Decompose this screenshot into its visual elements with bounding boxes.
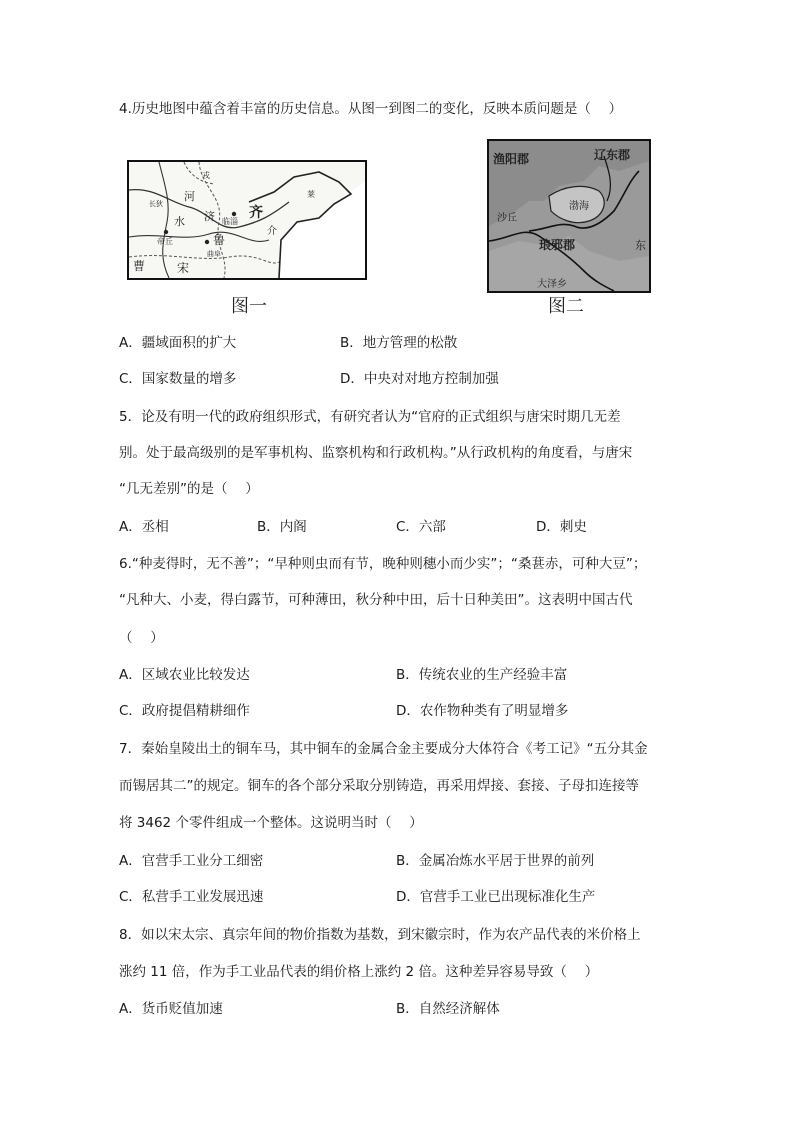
map1-label-changdi: 长狄 bbox=[149, 200, 163, 208]
map1-label-linzi: 临淄 bbox=[222, 217, 238, 226]
q5-option-a[interactable]: A．丞相 bbox=[119, 519, 169, 535]
map-2-graphic bbox=[489, 141, 649, 291]
q6-stem-line-3: （ ） bbox=[119, 630, 164, 646]
q6-option-a[interactable]: A．区域农业比较发达 bbox=[119, 667, 250, 683]
q7-option-a[interactable]: A．官营手工业分工细密 bbox=[119, 853, 264, 869]
map1-label-song: 宋 bbox=[177, 261, 190, 275]
map-figure-1 bbox=[127, 160, 367, 280]
map2-label-yuyangjun: 渔阳郡 bbox=[493, 152, 530, 166]
map2-label-dong: 东 bbox=[635, 239, 646, 252]
q7-option-b[interactable]: B．金属冶炼水平居于世界的前列 bbox=[396, 853, 595, 869]
q6-stem-line-1: 6.“种麦得时，无不善”；“早种则虫而有节，晚种则穗小而少实”；“桑葚赤，可种大豆”； bbox=[119, 556, 647, 572]
q5-option-c[interactable]: C．六部 bbox=[396, 519, 446, 535]
map1-label-lu: 鲁 bbox=[213, 233, 226, 247]
q4-stem: 4.历史地图中蕴含着丰富的历史信息。从图一到图二的变化，反映本质问题是（ ） bbox=[119, 101, 623, 117]
q5-stem-line-2: 别。处于最高级别的是军事机构、监察机构和行政机构。”从行政机构的角度看，与唐宋 bbox=[119, 445, 633, 461]
map1-label-cao: 曹 bbox=[133, 259, 146, 273]
map1-label-qi: 齐 bbox=[249, 205, 263, 221]
map-figure-2 bbox=[487, 139, 651, 293]
q4-option-a[interactable]: A．疆域面积的扩大 bbox=[119, 335, 237, 351]
q6-option-b[interactable]: B．传统农业的生产经验丰富 bbox=[396, 667, 568, 683]
q7-stem-line-2: 而锡居其二”的规定。铜车的各个部分采取分别铸造，再采用焊接、套接、子母扣连接等 bbox=[119, 778, 639, 794]
q4-option-b[interactable]: B．地方管理的松散 bbox=[340, 335, 458, 351]
map2-label-liaodongjun: 辽东郡 bbox=[594, 148, 631, 162]
map1-label-lai: 莱 bbox=[307, 190, 315, 199]
q5-option-b[interactable]: B．内阁 bbox=[257, 519, 307, 535]
map-2-caption: 图二 bbox=[548, 296, 584, 317]
q6-option-d[interactable]: D．农作物种类有了明显增多 bbox=[396, 703, 569, 719]
map2-label-shaqiu: 沙丘 bbox=[497, 213, 517, 224]
map2-label-langyajun: 琅邪郡 bbox=[539, 238, 576, 252]
q8-option-b[interactable]: B．自然经济解体 bbox=[396, 1001, 500, 1017]
q7-option-c[interactable]: C．私营手工业发展迅速 bbox=[119, 889, 264, 905]
q8-stem-line-1: 8．如以宋太宗、真宗年间的物价指数为基数，到宋徽宗时，作为农产品代表的米价格上 bbox=[119, 927, 641, 943]
map1-label-rong: 戎 bbox=[202, 171, 210, 180]
q4-option-c[interactable]: C．国家数量的增多 bbox=[119, 371, 237, 387]
q6-option-c[interactable]: C．政府提倡精耕细作 bbox=[119, 703, 250, 719]
q4-option-d[interactable]: D．中央对对地方控制加强 bbox=[340, 371, 499, 387]
map1-label-he: 河 bbox=[184, 190, 195, 203]
q5-stem-line-1: 5．论及有明一代的政府组织形式，有研究者认为“官府的正式组织与唐宋时期几无差 bbox=[119, 409, 621, 425]
map-1-graphic bbox=[129, 162, 365, 278]
map1-label-jie: 介 bbox=[267, 226, 277, 237]
q7-stem-line-3: 将 3462 个零件组成一个整体。这说明当时（ ） bbox=[119, 815, 423, 831]
q8-stem-line-2: 涨约 11 倍，作为手工业品代表的绢价格上涨约 2 倍。这种差异容易导致（ ） bbox=[119, 964, 599, 980]
q6-stem-line-2: “凡种大、小麦，得白露节，可种薄田，秋分种中田，后十日种美田”。这表明中国古代 bbox=[119, 592, 633, 608]
map1-label-diqiu: 帝丘 bbox=[157, 237, 173, 246]
q7-stem-line-1: 7．秦始皇陵出土的铜车马，其中铜车的金属合金主要成分大体符合《考工记》“五分其金 bbox=[119, 741, 648, 757]
q5-stem-line-3: “几无差别”的是（ ） bbox=[119, 481, 259, 497]
map1-label-shui: 水 bbox=[174, 215, 185, 228]
map1-label-qufu: 曲阜 bbox=[207, 250, 221, 258]
q8-option-a[interactable]: A．货币贬值加速 bbox=[119, 1001, 223, 1017]
map2-label-bohai: 渤海 bbox=[569, 201, 589, 212]
map2-label-dazexiang: 大泽乡 bbox=[537, 279, 567, 290]
map-1-caption: 图一 bbox=[231, 296, 267, 317]
map1-label-ji: 济 bbox=[204, 210, 215, 223]
q7-option-d[interactable]: D．官营手工业已出现标准化生产 bbox=[396, 889, 596, 905]
q5-option-d[interactable]: D．刺史 bbox=[536, 519, 587, 535]
